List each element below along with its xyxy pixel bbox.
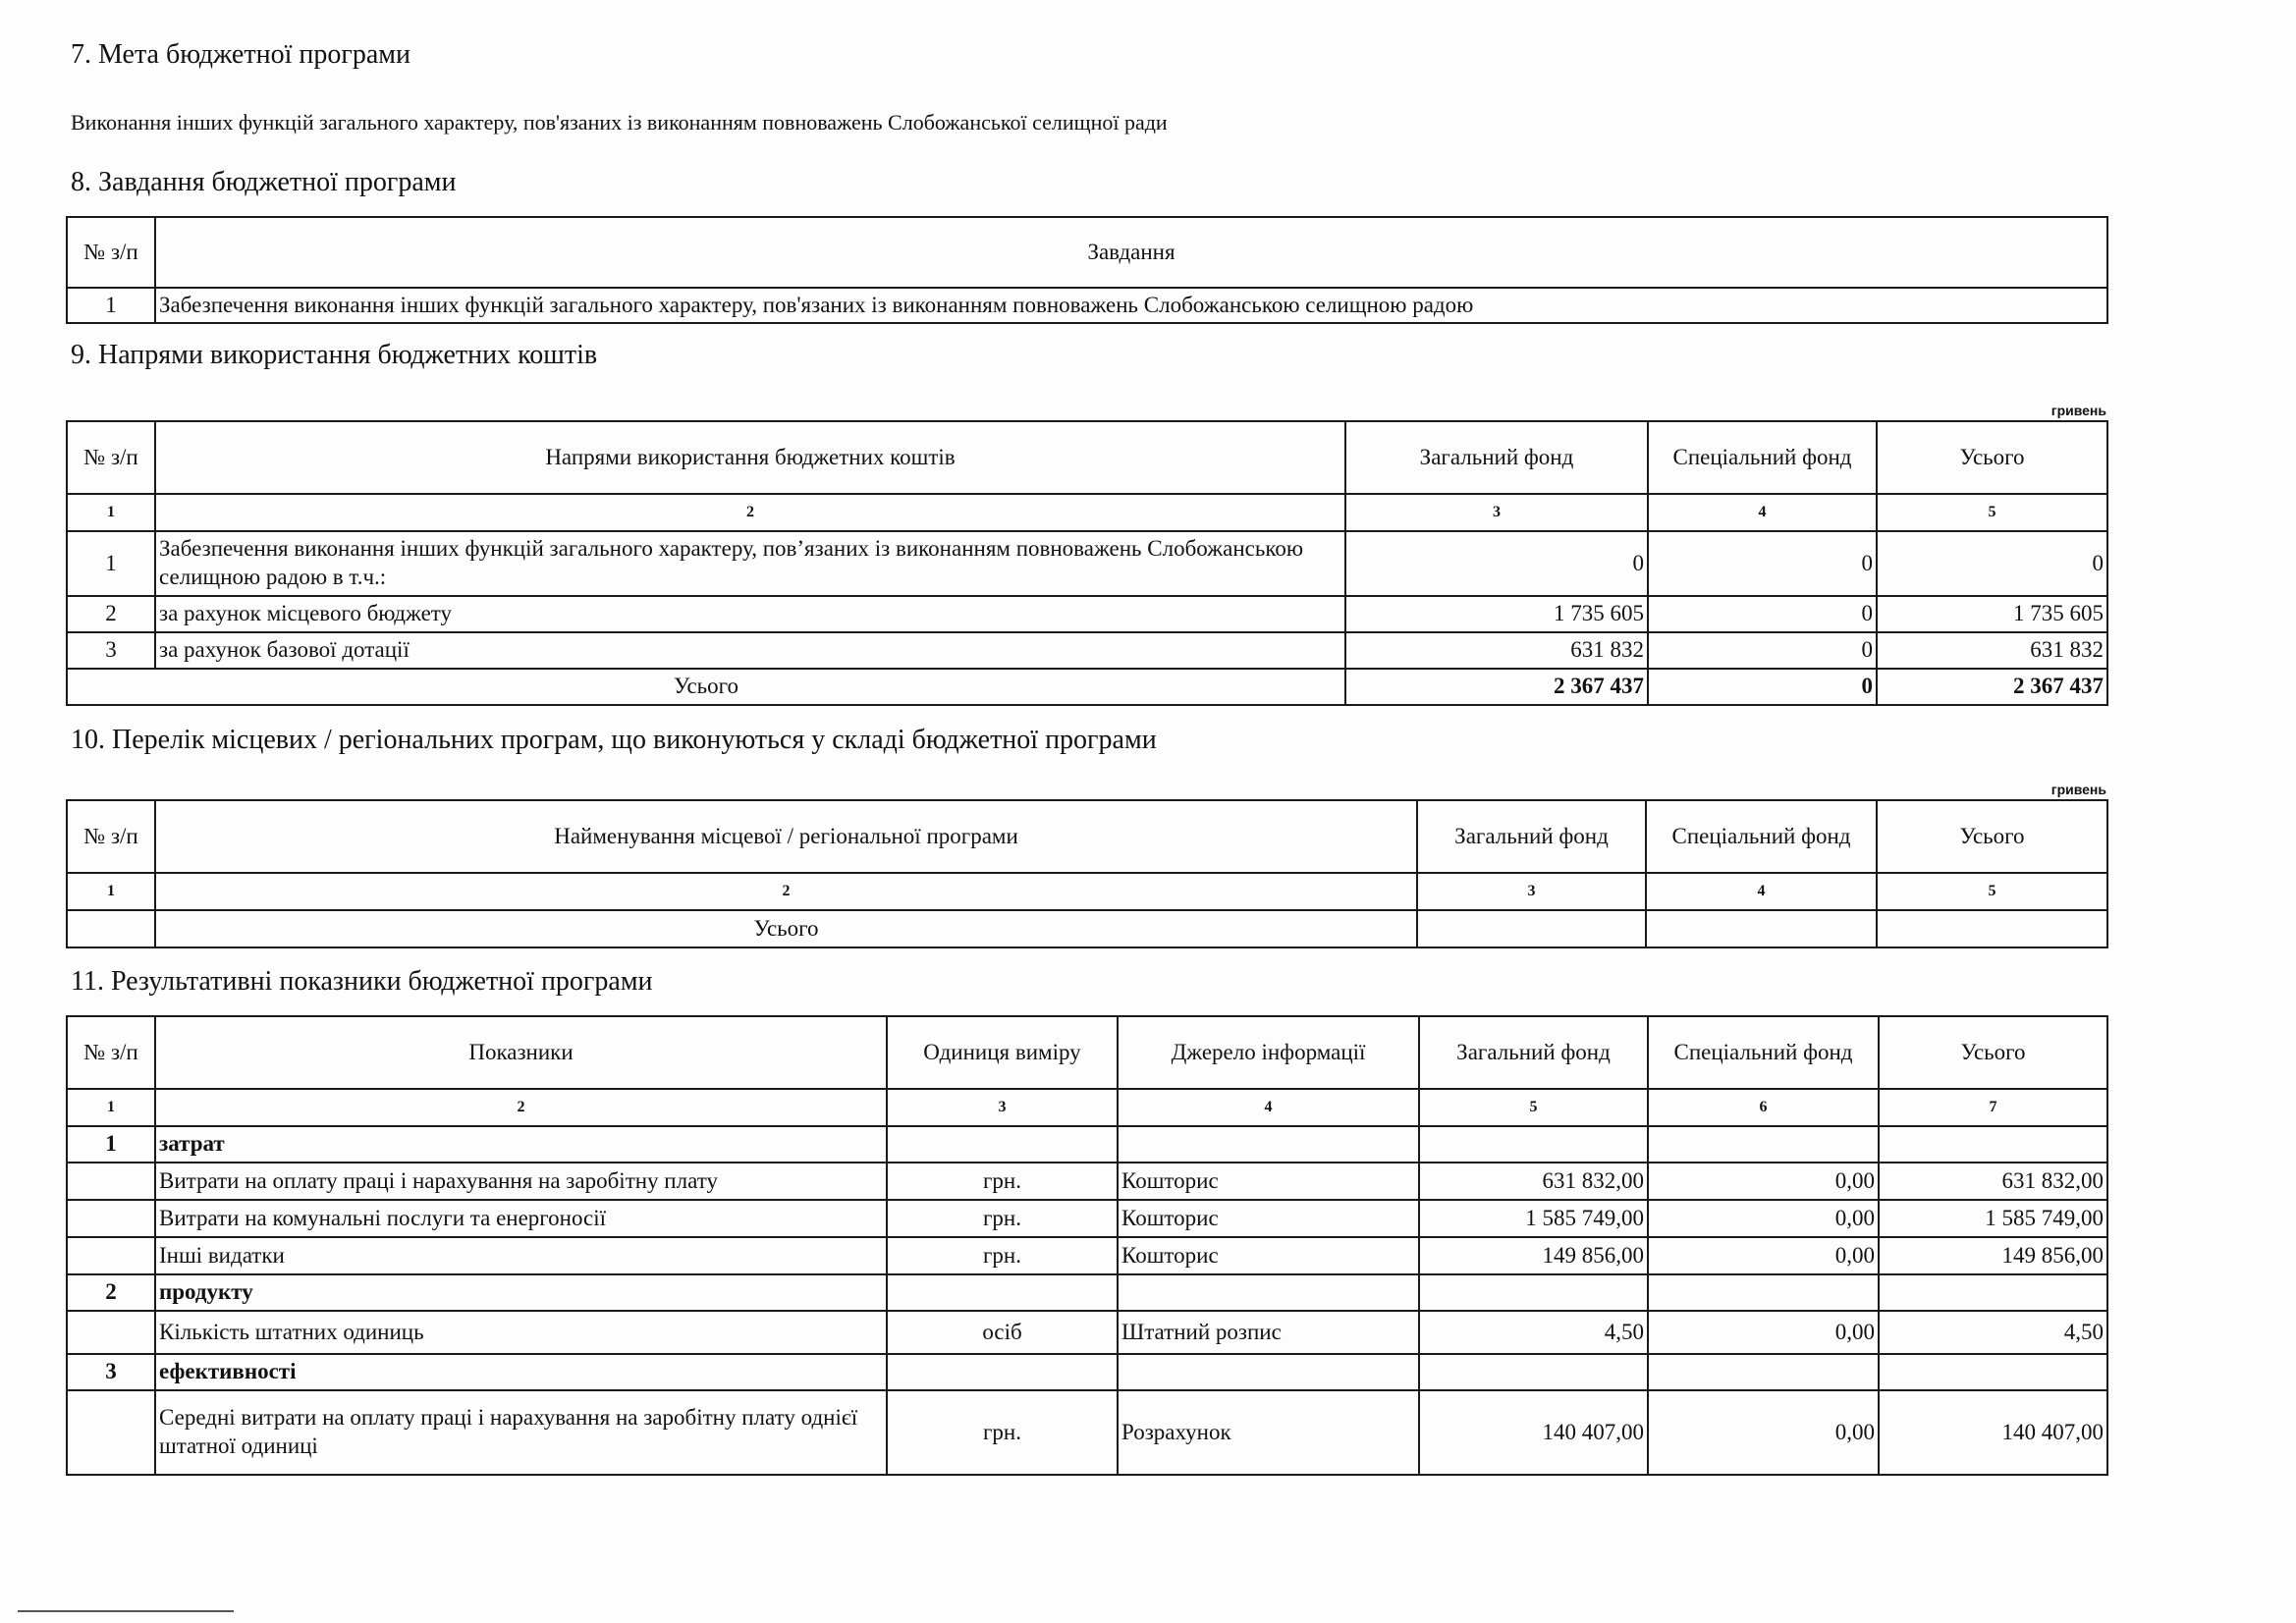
row-general: 0: [1345, 531, 1648, 596]
row-unit: осіб: [887, 1311, 1118, 1354]
row-total: 0: [1877, 531, 2107, 596]
col-index: 4: [1646, 873, 1877, 910]
col-general-header: Загальний фонд: [1419, 1016, 1648, 1089]
total-row: [67, 669, 2107, 705]
row-no: 3: [67, 632, 155, 669]
col-no-header: № з/п: [67, 1016, 155, 1089]
row-special: 0,00: [1648, 1390, 1879, 1475]
col-index: 5: [1877, 494, 2107, 531]
col-special-header: Спеціальний фонд: [1646, 800, 1877, 873]
col-name-header: Показники: [155, 1016, 887, 1089]
total-label: Усього: [67, 669, 1345, 705]
group-title: затрат: [155, 1126, 887, 1163]
row-total: 1 735 605: [1877, 596, 2107, 632]
column-index-row: [67, 494, 2107, 531]
row-total: 1 585 749,00: [1879, 1200, 2107, 1237]
col-index: 3: [887, 1089, 1118, 1126]
row-name: Забезпечення виконання інших функцій загального характеру, пов’язаних із виконанням повноважень Слобожанською селищною радою в т.ч.:: [155, 531, 1345, 596]
row-total: 631 832,00: [1879, 1163, 2107, 1200]
row-source: Розрахунок: [1118, 1390, 1419, 1475]
row-special: 0,00: [1648, 1200, 1879, 1237]
section-9-heading: 9. Напрями використання бюджетних коштів: [71, 340, 598, 370]
table-row: [67, 288, 2107, 323]
col-no-header: № з/п: [67, 217, 155, 288]
col-index: 1: [67, 1089, 155, 1126]
row-name: Витрати на комунальні послуги та енергоносії: [155, 1200, 887, 1237]
total-special: [1646, 910, 1877, 947]
total-general: 2 367 437: [1345, 669, 1648, 705]
total-label: Усього: [155, 910, 1417, 947]
row-source: Кошторис: [1118, 1200, 1419, 1237]
col-index: 7: [1879, 1089, 2107, 1126]
col-special-header: Спеціальний фонд: [1648, 1016, 1879, 1089]
row-special: 0,00: [1648, 1163, 1879, 1200]
section-11-heading: 11. Результативні показники бюджетної програми: [71, 966, 653, 997]
row-special: 0,00: [1648, 1237, 1879, 1274]
row-unit: грн.: [887, 1237, 1118, 1274]
col-index: 5: [1877, 873, 2107, 910]
group-title: ефективності: [155, 1354, 887, 1390]
row-no: 1: [67, 531, 155, 596]
col-general-header: Загальний фонд: [1417, 800, 1646, 873]
budget-directions-table: [66, 420, 2108, 706]
table-row: [67, 1200, 2107, 1237]
table-row: [67, 632, 2107, 669]
col-special-header: Спеціальний фонд: [1648, 421, 1877, 494]
col-total-header: Усього: [1879, 1016, 2107, 1089]
col-total-header: Усього: [1877, 421, 2107, 494]
total-total: [1877, 910, 2107, 947]
total-special: 0: [1648, 669, 1877, 705]
col-index: 1: [67, 873, 155, 910]
table-header-row: [67, 1016, 2107, 1089]
row-general: 1 735 605: [1345, 596, 1648, 632]
col-index: 6: [1648, 1089, 1879, 1126]
row-total: 4,50: [1879, 1311, 2107, 1354]
row-unit: грн.: [887, 1390, 1118, 1475]
section-10-unit: гривень: [2050, 782, 2106, 797]
row-general: 140 407,00: [1419, 1390, 1648, 1475]
table-header-row: [67, 800, 2107, 873]
col-source-header: Джерело інформації: [1118, 1016, 1419, 1089]
col-name-header: Найменування місцевої / регіональної програми: [155, 800, 1417, 873]
table-row: [67, 1163, 2107, 1200]
group-no: 1: [67, 1126, 155, 1163]
col-index: 1: [67, 494, 155, 531]
row-unit: грн.: [887, 1200, 1118, 1237]
group-title: продукту: [155, 1274, 887, 1311]
col-name-header: Напрями використання бюджетних коштів: [155, 421, 1345, 494]
row-special: 0: [1648, 531, 1877, 596]
row-no: 2: [67, 596, 155, 632]
group-row: [67, 1126, 2107, 1163]
section-7-text: Виконання інших функцій загального характеру, пов'язаних із виконанням повноважень Слобожанської селищної ради: [71, 110, 1168, 135]
section-9-unit: гривень: [2050, 403, 2106, 418]
col-index: 4: [1118, 1089, 1419, 1126]
col-index: 2: [155, 1089, 887, 1126]
row-name: Кількість штатних одиниць: [155, 1311, 887, 1354]
row-general: 149 856,00: [1419, 1237, 1648, 1274]
col-index: 5: [1419, 1089, 1648, 1126]
row-general: 4,50: [1419, 1311, 1648, 1354]
col-unit-header: Одиниця виміру: [887, 1016, 1118, 1089]
row-name: Середні витрати на оплату праці і нарахування на заробітну плату однієї штатної одиниці: [155, 1390, 887, 1475]
col-no-header: № з/п: [67, 800, 155, 873]
row-general: 631 832: [1345, 632, 1648, 669]
local-programs-table: [66, 799, 2108, 948]
section-8-heading: 8. Завдання бюджетної програми: [71, 167, 457, 197]
table-row: [67, 1390, 2107, 1475]
total-no: [67, 910, 155, 947]
group-row: [67, 1274, 2107, 1311]
col-total-header: Усього: [1877, 800, 2107, 873]
tasks-table: [66, 216, 2108, 324]
table-row: [67, 596, 2107, 632]
row-task: Забезпечення виконання інших функцій загального характеру, пов'язаних із виконанням повноважень Слобожанською селищною радою: [155, 288, 2107, 323]
row-name: Витрати на оплату праці і нарахування на заробітну плату: [155, 1163, 887, 1200]
table-header-row: [67, 421, 2107, 494]
column-index-row: [67, 1089, 2107, 1126]
col-index: 2: [155, 873, 1417, 910]
col-index: 2: [155, 494, 1345, 531]
total-total: 2 367 437: [1877, 669, 2107, 705]
table-row: [67, 1311, 2107, 1354]
table-header-row: [67, 217, 2107, 288]
col-no-header: № з/п: [67, 421, 155, 494]
row-total: 140 407,00: [1879, 1390, 2107, 1475]
performance-indicators-table: [66, 1015, 2108, 1476]
col-general-header: Загальний фонд: [1345, 421, 1648, 494]
row-total: 149 856,00: [1879, 1237, 2107, 1274]
row-source: Кошторис: [1118, 1163, 1419, 1200]
row-general: 631 832,00: [1419, 1163, 1648, 1200]
row-name: за рахунок базової дотації: [155, 632, 1345, 669]
column-index-row: [67, 873, 2107, 910]
row-special: 0: [1648, 596, 1877, 632]
section-10-heading: 10. Перелік місцевих / регіональних програм, що виконуються у складі бюджетної програми: [71, 725, 1157, 755]
col-index: 3: [1417, 873, 1646, 910]
row-source: Кошторис: [1118, 1237, 1419, 1274]
group-no: 3: [67, 1354, 155, 1390]
table-row: [67, 531, 2107, 596]
row-special: 0: [1648, 632, 1877, 669]
table-row: [67, 1237, 2107, 1274]
group-no: 2: [67, 1274, 155, 1311]
row-total: 631 832: [1877, 632, 2107, 669]
total-general: [1417, 910, 1646, 947]
total-row: [67, 910, 2107, 947]
col-task-header: Завдання: [155, 217, 2107, 288]
col-index: 3: [1345, 494, 1648, 531]
page-bottom-rule: [18, 1610, 234, 1612]
row-special: 0,00: [1648, 1311, 1879, 1354]
row-name: Інші видатки: [155, 1237, 887, 1274]
col-index: 4: [1648, 494, 1877, 531]
group-row: [67, 1354, 2107, 1390]
row-unit: грн.: [887, 1163, 1118, 1200]
row-source: Штатний розпис: [1118, 1311, 1419, 1354]
row-general: 1 585 749,00: [1419, 1200, 1648, 1237]
row-name: за рахунок місцевого бюджету: [155, 596, 1345, 632]
row-no: 1: [67, 288, 155, 323]
section-7-heading: 7. Мета бюджетної програми: [71, 39, 410, 70]
